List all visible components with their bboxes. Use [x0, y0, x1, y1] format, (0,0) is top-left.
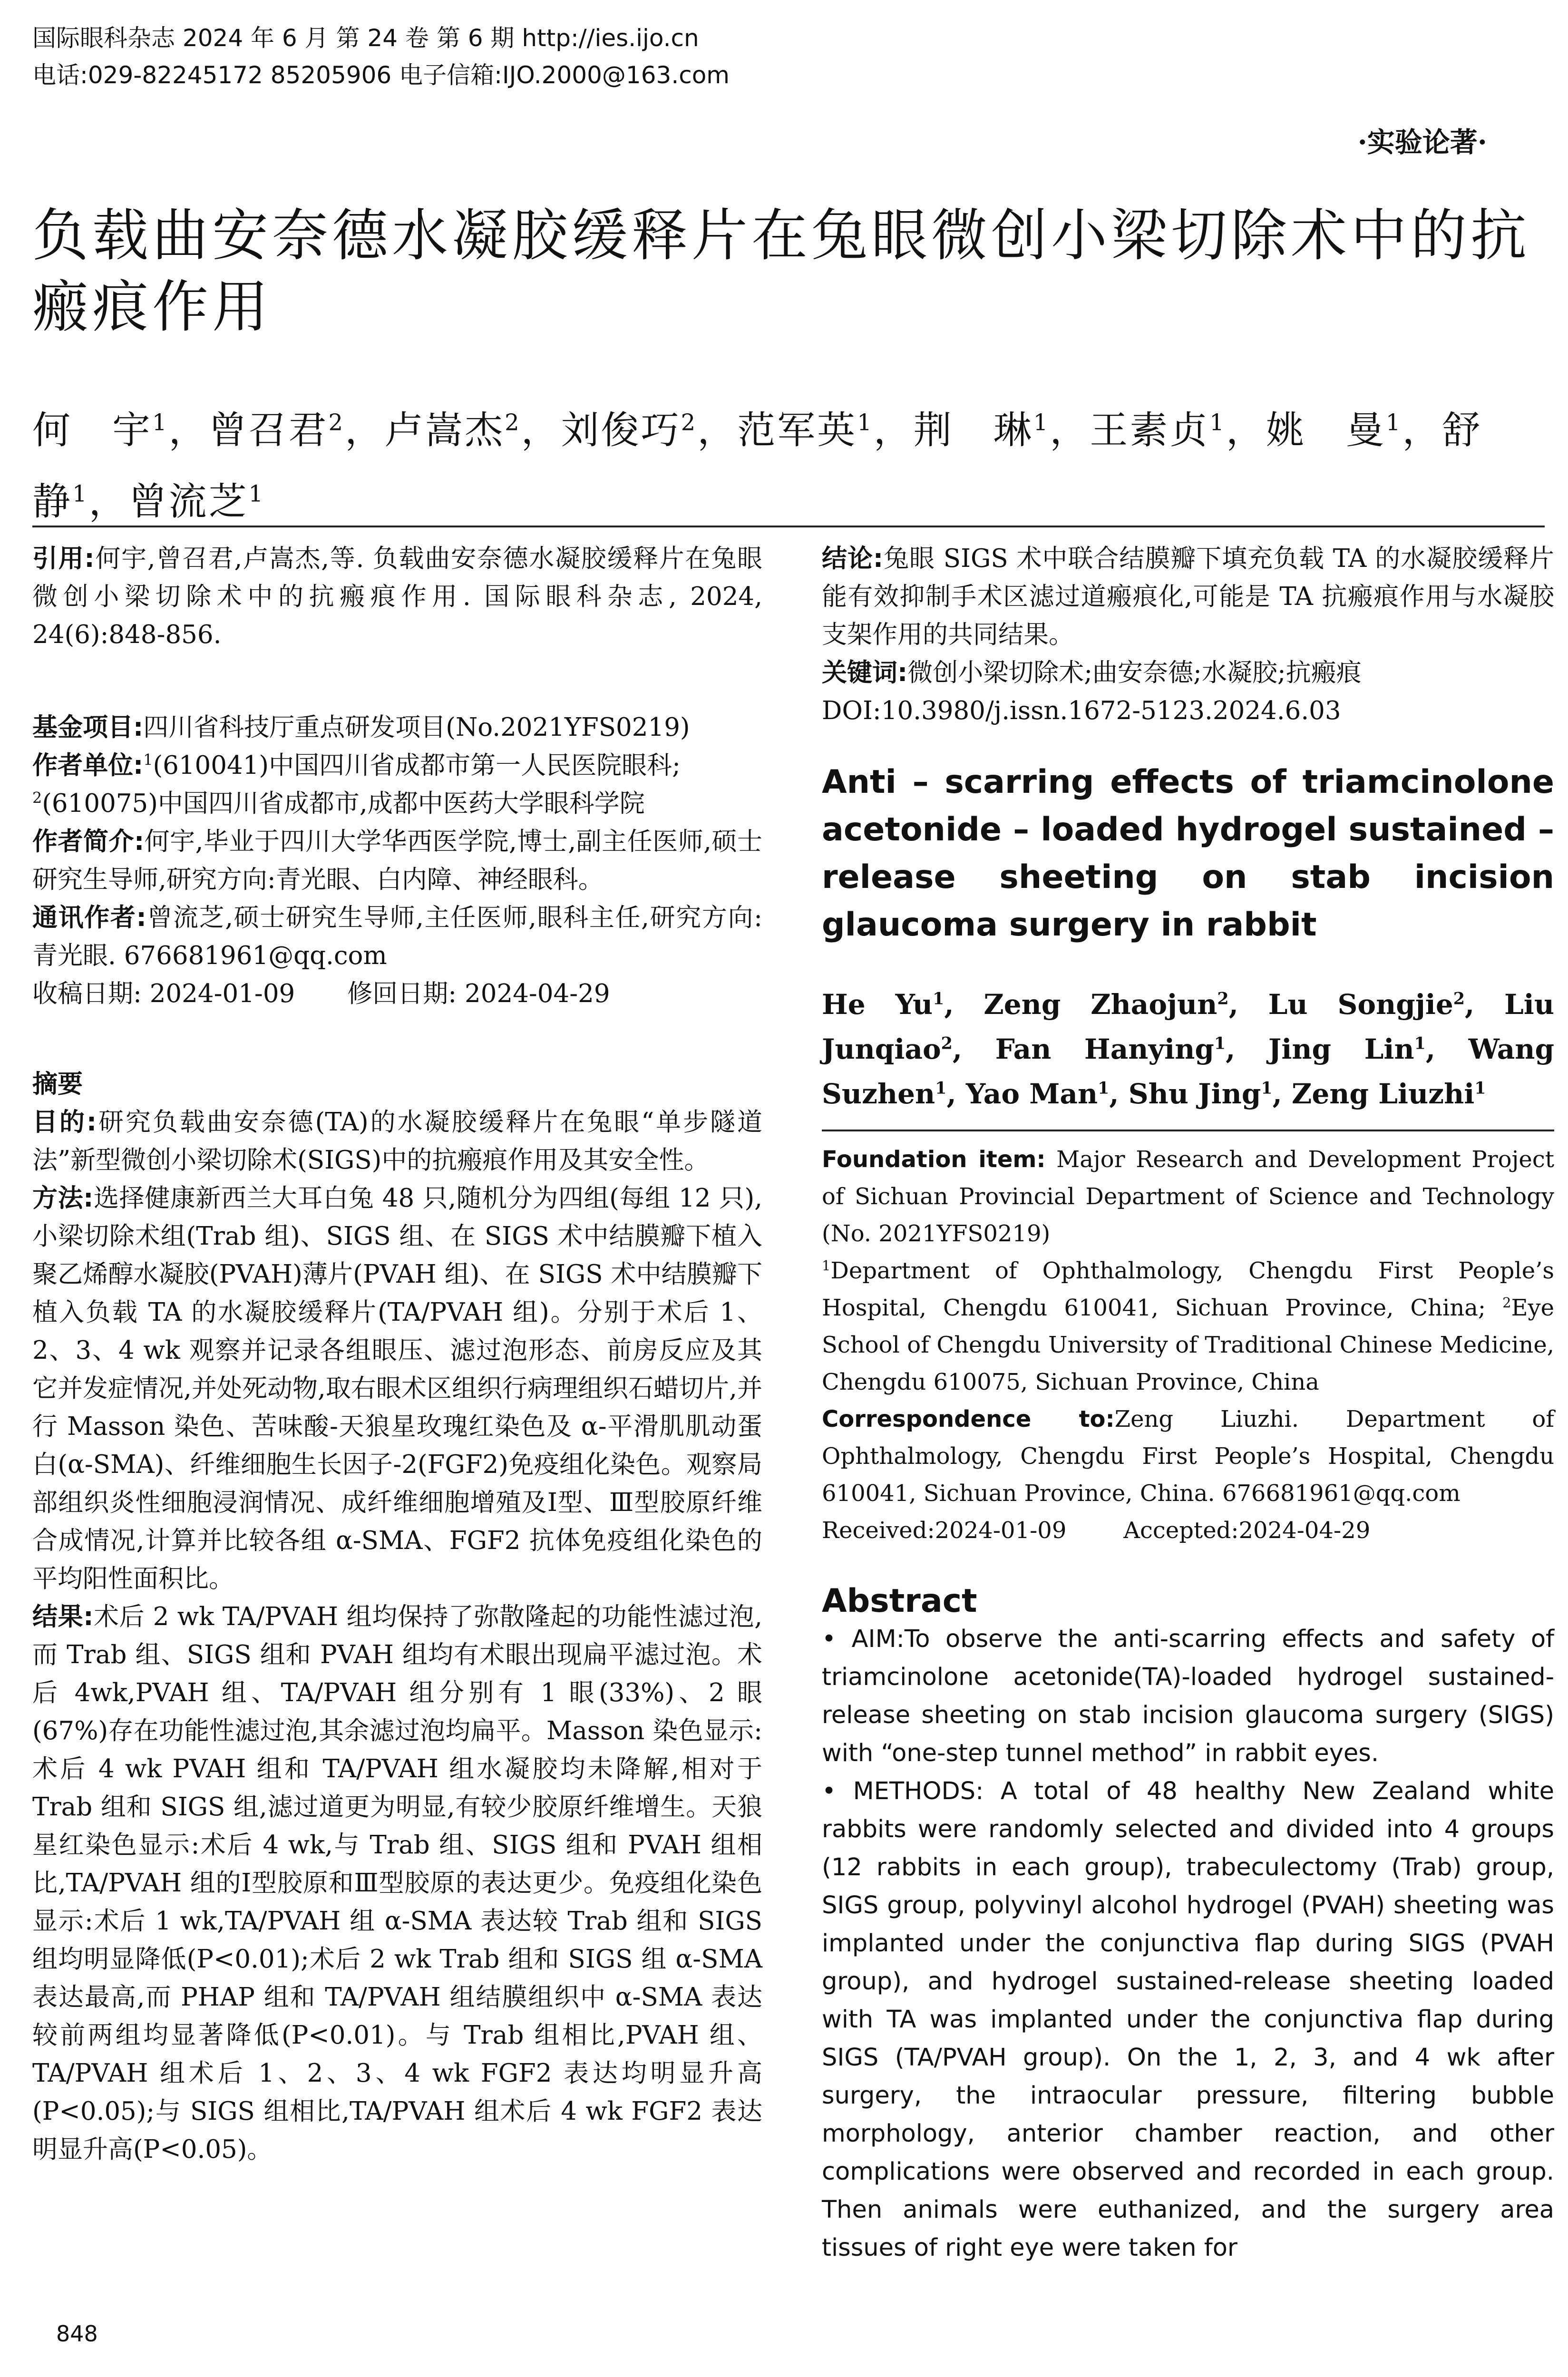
author-name: 刘俊巧 — [561, 408, 681, 452]
received-en: Received:2024-01-09 — [822, 1517, 1067, 1544]
author-affiliation-mark: 1 — [1209, 409, 1226, 436]
author-name: 何 宇 — [32, 408, 152, 452]
author-name: Lu Songjie — [1268, 988, 1453, 1021]
conclusion-cn — [822, 540, 1554, 654]
affil-label: 作者单位: — [32, 751, 144, 780]
fund-text: 四川省科技厅重点研发项目(No.2021YFS0219) — [143, 713, 690, 742]
concl-label: 结论: — [822, 544, 884, 573]
affiliations-en: $^1$Department of Ophthalmology, Chengdu First People’s Hospital, Chengdu 610041, Sichuan Province, China; $^2$Eye School of Chengdu University of Traditional Chinese Medicine, Chengdu 610075, Sichuan Province, China — [822, 1257, 1554, 1395]
methods-text: 选择健康新西兰大耳白兔 48 只,随机分为四组(每组 12 只),小梁切除术组(Trab 组)、SIGS 组、在 SIGS 术中结膜瓣下植入聚乙烯醇水凝胶(PVAH)薄片(PVAH 组)、在 SIGS 术中结膜瓣下植入负载 TA 的水凝胶缓释片(TA/PVAH 组)。分别于术后 1、2、3、4 wk 观察并记录各组眼压、滤过泡形态、前房反应及其它并发症情况,并处死动物,取右眼术区组织行病理组织石蜡切片,并行 Masson 染色、苦味酸-天狼星玫瑰红染色及 α-平滑肌肌动蛋白(α-SMA)、纤维细胞生长因子-2(FGF2)免疫组化染色。观察局部组织炎性细胞浸润情况、成纤维细胞增殖及Ⅰ型、Ⅲ型胶原纤维合成情况,计算并比较各组 α-SMA、FGF2 抗体免疫组化染色的平均阳性面积比。 — [32, 1184, 762, 1593]
received-date: 收稿日期: 2024-01-09 — [32, 979, 295, 1008]
citation — [32, 540, 762, 654]
author-name: 舒 静 — [32, 408, 1522, 524]
affiliations: 作者单位:$^1$(610041)中国四川省成都市第一人民医院眼科; $^2$(610075)中国四川省成都市,成都中医药大学眼科学院 — [32, 751, 681, 818]
corr-label-en: Correspondence to: — [822, 1406, 1115, 1432]
results-text: 术后 2 wk TA/PVAH 组均保持了弥散隆起的功能性滤过泡,而 Trab 组、SIGS 组和 PVAH 组均有术眼出现扁平滤过泡。术后 4wk,PVAH 组、TA/PVAH 组分别有 1 眼(33%)、2 眼(67%)存在功能性滤过泡,其余滤过泡均扁平。Masson 染色显示:术后 4 wk PVAH 组和 TA/PVAH 组水凝胶均未降解,相对于 Trab 组和 SIGS 组,滤过道更为明显,有较少胶原纤维增生。天狼星红染色显示:术后 4 wk,与 Trab 组、SIGS 组和 PVAH 组相比,TA/PVAH 组的Ⅰ型胶原和Ⅲ型胶原的表达更少。免疫组化染色显示:术后 1 wk,TA/PVAH 组 α-SMA 表达较 Trab 组和 SIGS 组均明显降低(P<0.01);术后 2 wk Trab 组和 SIGS 组 α-SMA 表达最高,而 PHAP 组和 TA/PVAH 组结膜组织中 α-SMA 表达较前两组均显著降低(P<0.01)。与 Trab 组相比,PVAH 组、TA/PVAH 组术后 1、2、3、4 wk FGF2 表达均明显升高(P<0.05);与 SIGS 组相比,TA/PVAH 组术后 4 wk FGF2 表达明显升高(P<0.05)。 — [32, 1602, 762, 2164]
methods-text-en: A total of 48 healthy New Zealand white rabbits were randomly selected and divided into 4 groups (12 rabbits in each group), trabeculectomy (Trab) group, SIGS group, polyvinyl alcohol hydrogel (PVAH) sheeting was implanted under the conjunctiva flap during SIGS (PVAH group), and hydrogel sustained-release sheeting loaded with TA was implanted under the conjunctiva flap during SIGS (TA/PVAH group). On the 1, 2, 3, and 4 wk after surgery, the intraocular pressure, filtering bubble morphology, anterior chamber reaction, and other complications were observed and recorded in each group. Then animals were euthanized, and the surgery area tissues of right eye were taken for — [822, 1777, 1555, 2262]
corr-text: 曾流芝,硕士研究生导师,主任医师,眼科主任,研究方向:青光眼. 676681961@qq.com — [32, 903, 762, 970]
author-name: Jing Lin — [1268, 1033, 1414, 1065]
author-name: 曾流芝 — [128, 479, 249, 524]
author-affiliation-mark: 1 — [1474, 1078, 1486, 1098]
author-affiliation-mark: 1 — [1098, 1078, 1110, 1098]
fund-label: 基金项目: — [32, 713, 144, 742]
author-affiliation-mark: 2 — [681, 409, 698, 436]
affil-1: (610041)中国四川省成都市第一人民医院眼科; — [153, 751, 681, 780]
keywords-cn — [822, 654, 1554, 692]
author-affiliation-mark: 2 — [941, 1033, 953, 1053]
author-name: 姚 曼 — [1266, 408, 1386, 452]
author-affiliation-mark: 1 — [1385, 409, 1402, 436]
article-title: 负载曲安奈德水凝胶缓释片在兔眼微创小梁切除术中的抗瘢痕作用 — [32, 203, 1531, 340]
author-affiliation-mark: 1 — [1261, 1078, 1273, 1098]
keywords-label: 关键词: — [822, 658, 908, 687]
aim-label-en: AIM: — [851, 1625, 905, 1653]
author-list-cn: 何 宇$^1$，曾召君$^2$，卢嵩杰$^2$，刘俊巧$^2$，范军英$^1$，荆 琳$^1$，王素贞$^1$，姚 曼$^1$，舒 静$^1$，曾流芝$^1$ — [32, 408, 1522, 524]
author-name: He Yu — [822, 988, 933, 1021]
author-affiliation-mark: 1 — [1414, 1033, 1426, 1053]
author-name: Zeng Liuzhi — [1292, 1078, 1475, 1110]
author-affiliation-mark: 2 — [1217, 989, 1229, 1009]
page-number: 848 — [56, 2321, 98, 2347]
section-tag: ·实验论著· — [1357, 126, 1487, 158]
author-affiliation-mark: 1 — [248, 480, 265, 507]
affil-2: (610075)中国四川省成都市,成都中医药大学眼科学院 — [42, 789, 645, 818]
corr-label: 通讯作者: — [32, 903, 146, 932]
author-name: 荆 琳 — [913, 408, 1033, 452]
abstract-heading-en: Abstract — [822, 1582, 977, 1620]
author-affiliation-mark: 2 — [1453, 989, 1465, 1009]
en-affil-1: Department of Ophthalmology, Chengdu First People’s Hospital, Chengdu 610041, Sichuan Province, China; — [822, 1257, 1554, 1321]
correspondence-en — [822, 1401, 1554, 1512]
results-cn — [32, 1598, 762, 2169]
en-affil-2: Eye School of Chengdu University of Traditional Chinese Medicine, Chengdu 610075, Sichuan Province, China — [822, 1295, 1554, 1395]
author-name: Zeng Zhaojun — [984, 988, 1217, 1021]
author-name: Shu Jing — [1128, 1078, 1261, 1110]
author-name: Yao Man — [965, 1078, 1098, 1110]
doi: DOI:10.3980/j.issn.1672-5123.2024.6.03 — [822, 696, 1341, 725]
methods-en: • METHODS: A total of 48 healthy New Zealand white rabbits were randomly selected and divided into 4 groups (12 rabbits in each group), trabeculectomy (Trab) group, SIGS group, polyvinyl alcohol hydrogel (PVAH) sheeting was implanted under the conjunctiva flap during SIGS (PVAH group), and hydrogel sustained-release sheeting loaded with TA was implanted under the conjunctiva flap during SIGS (TA/PVAH group). On the 1, 2, 3, and 4 wk after surgery, the intraocular pressure, filtering bubble morphology, anterior chamber reaction, and other complications were observed and recorded in each group. Then animals were euthanized, and the surgery area tissues of right eye were taken for — [822, 1777, 1555, 2262]
english-title: Anti – scarring effects of triamcinolone acetonide – loaded hydrogel sustained – release sheeting on stab incision glaucoma surgery in rabbit — [822, 763, 1554, 944]
concl-text: 兔眼 SIGS 术中联合结膜瓣下填充负载 TA 的水凝胶缓释片能有效抑制手术区滤过道瘢痕化,可能是 TA 抗瘢痕作用与水凝胶支架作用的共同结果。 — [822, 544, 1554, 649]
author-affiliation-mark: 1 — [1033, 409, 1050, 436]
abstract-body-en — [822, 1620, 1554, 2267]
author-name: Liu Junqiao — [822, 988, 1554, 1065]
revised-date: 修回日期: 2024-04-29 — [347, 979, 610, 1008]
author-affiliation-mark: 2 — [328, 409, 345, 436]
author-name: 范军英 — [737, 408, 857, 452]
methods-label-en: METHODS: — [853, 1777, 984, 1805]
citation-label: 引用: — [32, 544, 95, 573]
journal-header-line1: 国际眼科杂志 2024 年 6 月 第 24 卷 第 6 期 http://ies.ijo.cn — [32, 24, 699, 52]
author-affiliation-mark: 1 — [857, 409, 874, 436]
foundation-en — [822, 1141, 1554, 1252]
correspondence — [32, 899, 762, 975]
author-affiliation-mark: 1 — [152, 409, 169, 436]
author-name: Fan Hanying — [995, 1033, 1214, 1065]
header-rule — [32, 526, 1545, 527]
abstract-heading-cn: 摘要 — [32, 1070, 83, 1099]
results-label: 结果: — [32, 1602, 94, 1631]
aim-text: 研究负载曲安奈德(TA)的水凝胶缓释片在兔眼“单步隧道法”新型微创小梁切除术(SIGS)中的抗瘢痕作用及其安全性。 — [32, 1108, 762, 1175]
author-affiliation-mark: 1 — [1214, 1033, 1226, 1053]
author-bio — [32, 823, 762, 899]
dates-en — [822, 1512, 1554, 1549]
author-list-en: He Yu$^1$, Zeng Zhaojun$^2$, Lu Songjie$^2$, Liu Junqiao$^2$, Fan Hanying$^1$, Jing Lin$^1$, Wang Suzhen$^1$, Yao Man$^1$, Shu Jing$^1$, Zeng Liuzhi$^1$ — [822, 988, 1554, 1110]
keywords-text: 微创小梁切除术;曲安奈德;水凝胶;抗瘢痕 — [907, 658, 1362, 687]
right-column — [822, 540, 1554, 2267]
aim-en: • AIM:To observe the anti-scarring effects and safety of triamcinolone acetonide(TA)-loaded hydrogel sustained-release sheeting on stab incision glaucoma surgery (SIGS) with “one-step tunnel method” in rabbit eyes. — [822, 1625, 1554, 1767]
author-affiliation-mark: 1 — [933, 989, 945, 1009]
english-metadata — [822, 1141, 1554, 1549]
foundation-label: Foundation item: — [822, 1146, 1046, 1173]
journal-header-line2: 电话:029-82245172 85205906 电子信箱:IJO.2000@163.com — [32, 61, 730, 89]
foundation-text: Major Research and Development Project of Sichuan Provincial Department of Science and Technology (No. 2021YFS0219) — [822, 1146, 1554, 1247]
methods-label: 方法: — [32, 1184, 94, 1213]
author-name: 曾召君 — [208, 408, 329, 452]
author-affiliation-mark: 1 — [72, 480, 89, 507]
citation-text: 何宇,曾召君,卢嵩杰,等. 负载曲安奈德水凝胶缓释片在兔眼微创小梁切除术中的抗瘢痕作用. 国际眼科杂志, 2024, 24(6):848-856. — [32, 544, 762, 649]
fund — [32, 709, 762, 747]
author-name: 王素贞 — [1090, 408, 1210, 452]
accepted-en: Accepted:2024-04-29 — [1123, 1517, 1371, 1544]
aim-cn — [32, 1103, 762, 1179]
aim-text-en: To observe the anti-scarring effects and safety of triamcinolone acetonide(TA)-loaded hydrogel sustained-release sheeting on stab incision glaucoma surgery (SIGS) with “one-step tunnel method” in rabbit eyes. — [822, 1625, 1554, 1767]
methods-cn — [32, 1179, 762, 1598]
author-affiliation-mark: 2 — [505, 409, 521, 436]
dates — [32, 975, 762, 1013]
author-affiliation-mark: 1 — [935, 1078, 947, 1098]
aim-label: 目的: — [32, 1108, 97, 1137]
corr-text-en: Zeng Liuzhi. Department of Ophthalmology, Chengdu First People’s Hospital, Chengdu 610041, Sichuan Province, China. 676681961@qq.com — [822, 1406, 1554, 1507]
author-name: Wang Suzhen — [822, 1033, 1554, 1110]
bio-label: 作者简介: — [32, 827, 145, 856]
bio-text: 何宇,毕业于四川大学华西医学院,博士,副主任医师,硕士研究生导师,研究方向:青光眼、白内障、神经眼科。 — [32, 827, 762, 894]
left-column — [32, 540, 762, 2169]
author-name: 卢嵩杰 — [385, 408, 505, 452]
